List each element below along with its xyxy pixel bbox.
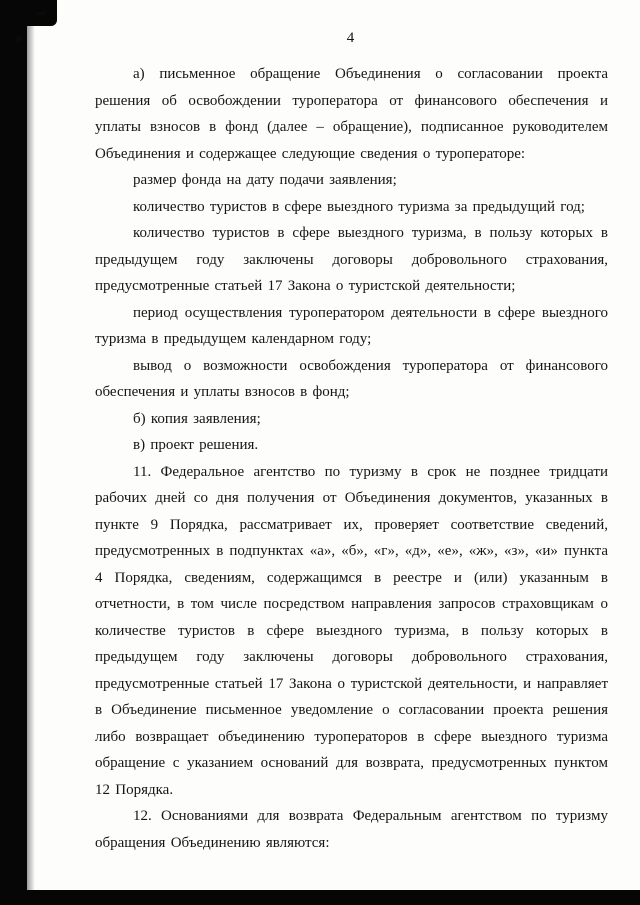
scan-artifact-left-shadow — [27, 0, 35, 905]
paragraph-subitem-b: б) копия заявления; — [133, 410, 261, 427]
scan-artifact-left-edge — [0, 0, 27, 905]
scan-artifact-bottom-edge — [0, 890, 640, 905]
paragraph-activity-period: период осуществления туроператором деятельности в сфере выездного туризма в предыдущем календарном году; — [95, 304, 608, 347]
paragraph-fund-size: размер фонда на дату подачи заявления; — [133, 172, 397, 188]
document-body — [95, 61, 608, 856]
paragraph-tourist-count-insured: количество туристов в сфере выездного туризма, в пользу которых в предыдущем году заключены договоры добровольного страхования, предусмотренные статьей 17 Закона о туристской деятельности; — [95, 225, 608, 294]
paragraph-item-11: 11. Федеральное агентство по туризму в срок не позднее тридцати рабочих дней со дня получения от Объединения документов, указанных в пункте 9 Порядка, рассматривает их, проверяет соответствие сведений, предусмотренных в подпунктах «а», «б», «г», «д», «е», «ж», «з», «и» пункта 4 Порядка, сведениям, содержащимся в реестре и (или) указанным в отчетности, в том числе посредством направления запросов страховщикам о количестве туристов в сфере выездного туризма, в пользу которых в предыдущем году заключены договоры добровольного страхования, предусмотренные статьей 17 Закона о туристской деятельности, и направляет в Объединение письменное уведомление о согласовании проекта решения либо возвращает объединению туроператоров в сфере выездного туризма обращение с указанием оснований для возврата, предусмотренных пунктом 12 Порядка. — [95, 463, 608, 798]
paragraph-subitem-v: в) проект решения. — [133, 437, 259, 453]
paragraph-conclusion: вывод о возможности освобождения туроператора от финансового обеспечения и уплаты взносов в фонд; — [95, 357, 608, 400]
paragraph-item-12: 12. Основаниями для возврата Федеральным агентством по туризму обращения Объединению являются: — [95, 808, 608, 851]
paragraph-subitem-a: а) письменное обращение Объединения о согласовании проекта решения об освобождении туроператора от финансового обеспечения и уплаты взносов в фонд (далее – обращение), подписанное руководителем Объединения и содержащее следующие сведения о туроператоре: — [95, 66, 608, 162]
scan-artifact-top-left-corner — [0, 0, 57, 26]
scan-artifact-speck-top — [36, 12, 46, 15]
paragraph-tourist-count: количество туристов в сфере выездного туризма за предыдущий год; — [133, 198, 585, 215]
page-number: 4 — [346, 30, 356, 46]
